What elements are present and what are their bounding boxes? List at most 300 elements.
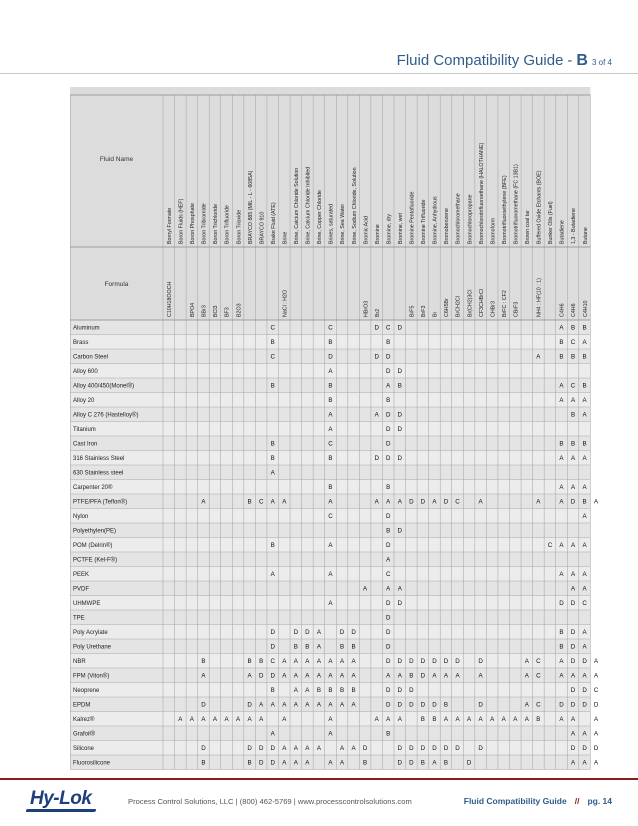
rating-cell: B — [420, 715, 425, 723]
table-row-bg — [70, 741, 590, 756]
rating-cell: C — [270, 353, 275, 361]
material-label: PEEK — [73, 571, 90, 578]
rating-cell: D — [258, 759, 264, 767]
material-label: Poly Acrylate — [73, 629, 108, 636]
rating-cell: B — [339, 643, 345, 651]
column-fluid-name: Boron Phosphate — [190, 203, 197, 244]
rating-cell: A — [189, 715, 194, 723]
rating-cell: D — [270, 759, 275, 767]
rating-cell: B — [201, 759, 206, 767]
rating-cell: B — [328, 686, 333, 694]
rating-cell: D — [478, 701, 483, 709]
rating-cell: A — [339, 672, 345, 680]
rating-cell: D — [409, 759, 414, 767]
material-label: Fluorosilicone — [73, 760, 111, 767]
rating-cell: A — [178, 715, 183, 723]
rating-cell: D — [385, 454, 391, 462]
column-formula: BF3 — [224, 307, 231, 317]
rating-cell: A — [328, 570, 333, 578]
rating-cell: A — [582, 759, 587, 767]
column-fluid-name: Boron Tribromide — [201, 203, 208, 244]
rating-cell: D — [385, 541, 391, 549]
header-band — [70, 87, 590, 320]
rating-cell: A — [259, 715, 264, 723]
rating-cell: D — [385, 628, 391, 636]
column-fluid-name: Brine, Calcium Chloride Solution — [294, 167, 301, 244]
rating-cell: B — [443, 701, 449, 709]
rating-cell: A — [594, 715, 599, 723]
material-label: EPDM — [73, 702, 91, 709]
column-fluid-name: Bromine, dry — [386, 213, 393, 244]
rating-cell: B — [570, 353, 576, 361]
rating-cell: A — [570, 396, 576, 404]
rating-cell: A — [582, 730, 587, 738]
title-text: Fluid Compatibility Guide — [396, 52, 564, 69]
rating-cell: D — [443, 657, 449, 665]
column-fluid-name: Boron Fluids (HEF) — [178, 198, 185, 244]
material-label: Grafoil® — [73, 731, 96, 738]
rating-cell: A — [316, 628, 321, 636]
rating-cell: D — [385, 425, 391, 433]
column-fluid-name: Butane — [582, 227, 589, 244]
column-fluid-name: BRAYCO 885 (MIL - L - 6085A) — [247, 170, 254, 244]
rating-cell: C — [328, 512, 333, 520]
column-fluid-name: Bromobenzene — [444, 208, 451, 244]
rating-cell: D — [397, 367, 403, 375]
rating-cell: B — [559, 440, 564, 448]
rating-cell: D — [201, 701, 206, 709]
rating-cell: A — [582, 411, 587, 419]
table-row-bg — [70, 581, 590, 596]
material-label: Alloy 400/450(Monel®) — [73, 383, 135, 390]
rating-cell: D — [305, 628, 310, 636]
rating-cell: A — [282, 715, 287, 723]
rating-cell: D — [397, 324, 403, 332]
rating-cell: D — [455, 657, 460, 665]
rating-cell: A — [293, 672, 298, 680]
column-fluid-name: Brine, Sea Water — [340, 203, 347, 244]
rating-cell: D — [328, 353, 333, 361]
rating-cell: A — [559, 541, 564, 549]
rating-cell: A — [559, 570, 564, 578]
rating-cell: D — [385, 599, 391, 607]
column-fluid-name: Brine, Calcium Chloride Inhibited — [305, 166, 312, 244]
rating-cell: A — [305, 744, 310, 752]
rating-cell: A — [351, 744, 356, 752]
column-formula: C4H6 — [571, 303, 578, 317]
column-formula: BrF5 — [409, 305, 416, 317]
rating-cell: A — [559, 498, 564, 506]
rating-cell: A — [316, 672, 321, 680]
material-label: PVDF — [73, 586, 90, 593]
page-number: pg. 14 — [587, 796, 612, 806]
rating-cell: D — [385, 440, 391, 448]
column-fluid-name: Bromotrifluoromethane (FC 13B1) — [513, 164, 520, 244]
column-fluid-name: Bromochloromethane — [455, 193, 462, 244]
rating-cell: A — [386, 715, 391, 723]
rating-cell: B — [328, 338, 333, 346]
rating-cell: D — [478, 657, 483, 665]
rating-cell: D — [420, 657, 426, 665]
rating-cell: A — [386, 585, 391, 593]
rating-cell: D — [409, 498, 414, 506]
rating-cell: D — [570, 657, 576, 665]
footer-rule — [0, 778, 638, 780]
rating-cell: D — [247, 744, 252, 752]
rating-cell: D — [374, 353, 379, 361]
rating-cell: D — [409, 744, 414, 752]
rating-cell: A — [282, 498, 287, 506]
rating-cell: D — [374, 454, 379, 462]
rating-cell: D — [397, 701, 403, 709]
rating-cell: D — [455, 744, 460, 752]
material-label: PTFE/PFA (Teflon®) — [73, 499, 128, 506]
rating-cell: A — [316, 657, 321, 665]
material-label: Nylon — [73, 513, 89, 520]
column-fluid-name: Boron Trichloride — [213, 203, 220, 244]
rating-cell: A — [386, 382, 391, 390]
rating-cell: A — [328, 672, 333, 680]
material-label: Kalrez® — [73, 716, 95, 723]
rating-cell: A — [594, 730, 599, 738]
column-fluid-name: Bromoform — [490, 217, 497, 244]
rating-cell: A — [328, 599, 333, 607]
rating-cell: B — [339, 686, 345, 694]
rating-cell: B — [328, 454, 333, 462]
footer-separator: // — [574, 796, 580, 806]
rating-cell: D — [466, 759, 472, 767]
rating-cell: A — [397, 585, 402, 593]
rating-cell: A — [524, 657, 529, 665]
column-formula: HBrO3 — [363, 300, 370, 317]
rating-cell: A — [328, 498, 333, 506]
rating-cell: D — [397, 744, 403, 752]
rating-cell: A — [316, 744, 321, 752]
column-fluid-name: BRAYCO 910 — [259, 211, 266, 244]
rating-cell: A — [570, 730, 576, 738]
rating-cell: B — [316, 686, 321, 694]
column-fluid-name: Bromine Pentafluoride — [409, 191, 416, 244]
rating-cell: D — [270, 744, 275, 752]
rating-cell: A — [432, 498, 437, 506]
rating-cell: B — [570, 440, 576, 448]
material-label: Alloy C 276 (Hastelloy®) — [73, 412, 139, 419]
column-fluid-name: Brine, Copper Chloride — [317, 190, 324, 244]
rating-cell: A — [559, 672, 564, 680]
rating-cell: D — [397, 759, 403, 767]
hylok-logo — [30, 788, 91, 810]
column-fluid-name: Boron Trifluoride — [224, 205, 231, 244]
column-fluid-name: Bromine Trifluoride — [421, 199, 428, 244]
rating-cell: B — [247, 759, 252, 767]
rating-cell: A — [224, 715, 229, 723]
rating-cell: B — [270, 541, 275, 549]
column-fluid-name: Bromic Acid — [363, 216, 370, 244]
rating-cell: A — [478, 672, 483, 680]
rating-cell: A — [328, 657, 333, 665]
rating-cell: D — [593, 744, 599, 752]
column-formula: Br — [432, 311, 439, 317]
rating-cell: D — [362, 744, 368, 752]
rating-cell: A — [328, 730, 333, 738]
rating-cell: A — [559, 382, 564, 390]
rating-cell: D — [570, 498, 576, 506]
rating-cell: D — [385, 512, 391, 520]
rating-cell: D — [432, 701, 437, 709]
rating-cell: A — [582, 396, 587, 404]
column-formula: B2O3 — [236, 303, 243, 317]
column-formula: BrFC : CF2 — [501, 290, 508, 317]
rating-cell: D — [570, 628, 576, 636]
rating-cell: A — [443, 715, 449, 723]
rating-cell: B — [351, 686, 356, 694]
column-fluid-name: Boron Trioxide — [236, 209, 243, 244]
rating-cell: C — [385, 324, 391, 332]
rating-cell: A — [559, 396, 564, 404]
rating-cell: A — [339, 657, 345, 665]
rating-cell: B — [293, 643, 298, 651]
rating-cell: D — [385, 686, 391, 694]
rating-cell: A — [270, 570, 275, 578]
rating-cell: A — [536, 353, 541, 361]
rating-cell: A — [316, 701, 321, 709]
rating-cell: A — [582, 570, 587, 578]
rating-cell: D — [339, 628, 345, 636]
rating-cell: D — [570, 744, 576, 752]
rating-cell: A — [212, 715, 218, 723]
rating-cell: D — [293, 628, 299, 636]
rating-cell: D — [420, 672, 426, 680]
rating-cell: A — [582, 338, 587, 346]
rating-cell: A — [270, 730, 275, 738]
rating-cell: D — [397, 425, 403, 433]
rating-cell: A — [490, 715, 495, 723]
column-formula: Br2 — [374, 308, 381, 317]
rating-cell: A — [339, 744, 345, 752]
rating-cell: C — [455, 498, 460, 506]
rating-cell: D — [432, 657, 437, 665]
rating-cell: D — [397, 411, 403, 419]
rating-cell: D — [397, 686, 403, 694]
rating-cell: D — [420, 701, 426, 709]
rating-cell: D — [478, 744, 483, 752]
rating-cell: B — [247, 498, 252, 506]
material-label: Aluminum — [73, 325, 100, 332]
column-formula: C6H5Br — [444, 298, 451, 317]
logo-text: Hy-Lok — [30, 788, 92, 809]
rating-cell: A — [374, 715, 379, 723]
material-label: Silicone — [73, 745, 95, 752]
rating-cell: B — [582, 324, 587, 332]
rating-cell: A — [443, 672, 449, 680]
rating-cell: A — [582, 454, 587, 462]
rating-cell: C — [570, 382, 576, 390]
rating-cell: A — [559, 715, 564, 723]
column-fluid-name: Bromochloropropane — [467, 194, 474, 244]
rating-cell: D — [397, 527, 403, 535]
rating-cell: C — [270, 324, 275, 332]
material-label: Poly Urethane — [73, 644, 112, 651]
rating-cell: A — [478, 715, 483, 723]
rating-cell: D — [397, 454, 403, 462]
column-formula: C4H10 — [582, 300, 589, 317]
material-label: PCTFE (Kel-F®) — [73, 557, 118, 564]
fluid-name-header: Fluid Name — [99, 156, 134, 163]
rating-cell: D — [385, 353, 391, 361]
rating-cell: D — [258, 672, 264, 680]
rating-cell: D — [582, 744, 587, 752]
rating-cell: A — [570, 570, 576, 578]
rating-cell: B — [582, 353, 587, 361]
material-label: TPE — [73, 615, 85, 622]
rating-cell: A — [282, 744, 287, 752]
column-formula: BrF3 — [421, 305, 428, 317]
rating-cell: B — [582, 498, 587, 506]
column-formula: NH4 : HF(10 : 1) — [536, 278, 543, 317]
rating-cell: B — [201, 657, 206, 665]
rating-cell: A — [305, 672, 310, 680]
column-fluid-name: Bromine — [374, 224, 381, 244]
rating-cell: A — [351, 701, 356, 709]
rating-cell: A — [293, 744, 298, 752]
rating-cell: B — [386, 338, 391, 346]
rating-cell: A — [363, 585, 368, 593]
column-formula: CHBr3 — [490, 301, 497, 317]
rating-cell: A — [570, 759, 576, 767]
rating-cell: D — [397, 599, 403, 607]
rating-cell: A — [305, 657, 310, 665]
rating-cell: D — [420, 744, 426, 752]
rating-cell: D — [559, 599, 564, 607]
material-label: Alloy 600 — [73, 368, 98, 375]
material-label: FPM (Viton®) — [73, 673, 110, 680]
material-label: Brass — [73, 339, 89, 346]
rating-cell: B — [328, 382, 333, 390]
title-letter: B — [576, 52, 588, 69]
rating-cell: A — [524, 701, 529, 709]
column-fluid-name: Bromine, wet — [397, 213, 404, 244]
rating-cell: D — [385, 367, 391, 375]
rating-cell: A — [305, 759, 310, 767]
rating-cell: A — [432, 672, 437, 680]
rating-cell: A — [582, 585, 587, 593]
rating-cell: A — [305, 686, 310, 694]
rating-cell: A — [386, 556, 391, 564]
rating-cell: B — [259, 657, 264, 665]
rating-cell: B — [328, 483, 333, 491]
rating-cell: A — [455, 672, 460, 680]
rating-cell: D — [397, 657, 403, 665]
rating-cell: A — [328, 425, 333, 433]
rating-cell: A — [594, 657, 599, 665]
column-formula: NaCl : H2O — [282, 289, 289, 317]
rating-cell: B — [559, 338, 564, 346]
rating-cell: D — [385, 614, 391, 622]
compatibility-grid — [70, 87, 599, 767]
material-label: Polyethylen(PE) — [73, 528, 117, 535]
rating-cell: A — [467, 715, 472, 723]
material-label: Cast Iron — [73, 441, 98, 448]
rating-cell: D — [258, 744, 264, 752]
rating-cell: B — [328, 396, 333, 404]
title-dash: - — [567, 52, 573, 69]
rating-cell: A — [582, 541, 587, 549]
rating-cell: A — [236, 715, 241, 723]
rating-cell: D — [385, 701, 391, 709]
rating-cell: A — [328, 715, 333, 723]
rating-cell: A — [328, 411, 333, 419]
rating-cell: B — [559, 353, 564, 361]
rating-cell: A — [201, 498, 206, 506]
material-label: Carbon Steel — [73, 354, 109, 361]
table-row-bg — [70, 610, 590, 625]
rating-cell: B — [351, 643, 356, 651]
rating-cell: A — [582, 483, 587, 491]
rating-cell: C — [547, 541, 553, 549]
column-fluid-name: Brake Fluid (ATE) — [270, 202, 277, 244]
rating-cell: D — [351, 628, 356, 636]
rating-cell: A — [328, 541, 333, 549]
column-formula: BCl3 — [213, 305, 220, 317]
rating-cell: B — [270, 338, 275, 346]
rating-cell: B — [409, 672, 414, 680]
footer-contact: Process Control Solutions, LLC | (800) 462-5769 | www.processcontrolsolutions.com — [128, 797, 412, 806]
rating-cell: C — [385, 570, 391, 578]
rating-cell: B — [305, 643, 310, 651]
rating-cell: D — [385, 643, 391, 651]
material-label: Neoprene — [73, 687, 100, 694]
rating-cell: B — [386, 730, 391, 738]
rating-cell: A — [328, 367, 333, 375]
rating-cell: A — [513, 715, 518, 723]
rating-cell: B — [536, 715, 541, 723]
rating-cell: A — [374, 498, 379, 506]
material-label: NBR — [73, 658, 86, 665]
rating-cell: A — [582, 628, 587, 636]
rating-cell: A — [397, 715, 402, 723]
rating-cell: B — [559, 643, 564, 651]
rating-cell: A — [293, 686, 298, 694]
rating-cell: C — [570, 338, 576, 346]
rating-cell: D — [443, 498, 449, 506]
rating-cell: C — [328, 324, 333, 332]
rating-cell: C — [258, 498, 264, 506]
column-fluid-name: 1,3 - Butadiene — [571, 208, 578, 244]
rating-cell: B — [432, 715, 437, 723]
rating-cell: A — [397, 672, 402, 680]
formula-header: Formula — [104, 281, 129, 288]
rating-cell: A — [374, 411, 379, 419]
rating-cell: C — [536, 701, 541, 709]
rating-cell: B — [386, 527, 391, 535]
header-rule — [0, 73, 638, 74]
rating-cell: C — [328, 440, 333, 448]
rating-cell: A — [570, 454, 576, 462]
rating-cell: A — [282, 701, 287, 709]
rating-cell: A — [559, 657, 564, 665]
page-of: 3 of 4 — [591, 58, 612, 67]
column-fluid-name: Bunker Oils (Fuel) — [548, 201, 555, 244]
rating-cell: A — [247, 672, 252, 680]
rating-cell: A — [259, 701, 264, 709]
rating-cell: A — [270, 498, 275, 506]
rating-cell: D — [420, 498, 426, 506]
column-fluid-name: Brine, Sodium Chloride, Solution — [351, 167, 358, 244]
rating-cell: D — [593, 701, 599, 709]
column-formula: BrCH2Cl — [455, 296, 462, 317]
rating-cell: A — [201, 715, 206, 723]
rating-cell: D — [409, 657, 414, 665]
